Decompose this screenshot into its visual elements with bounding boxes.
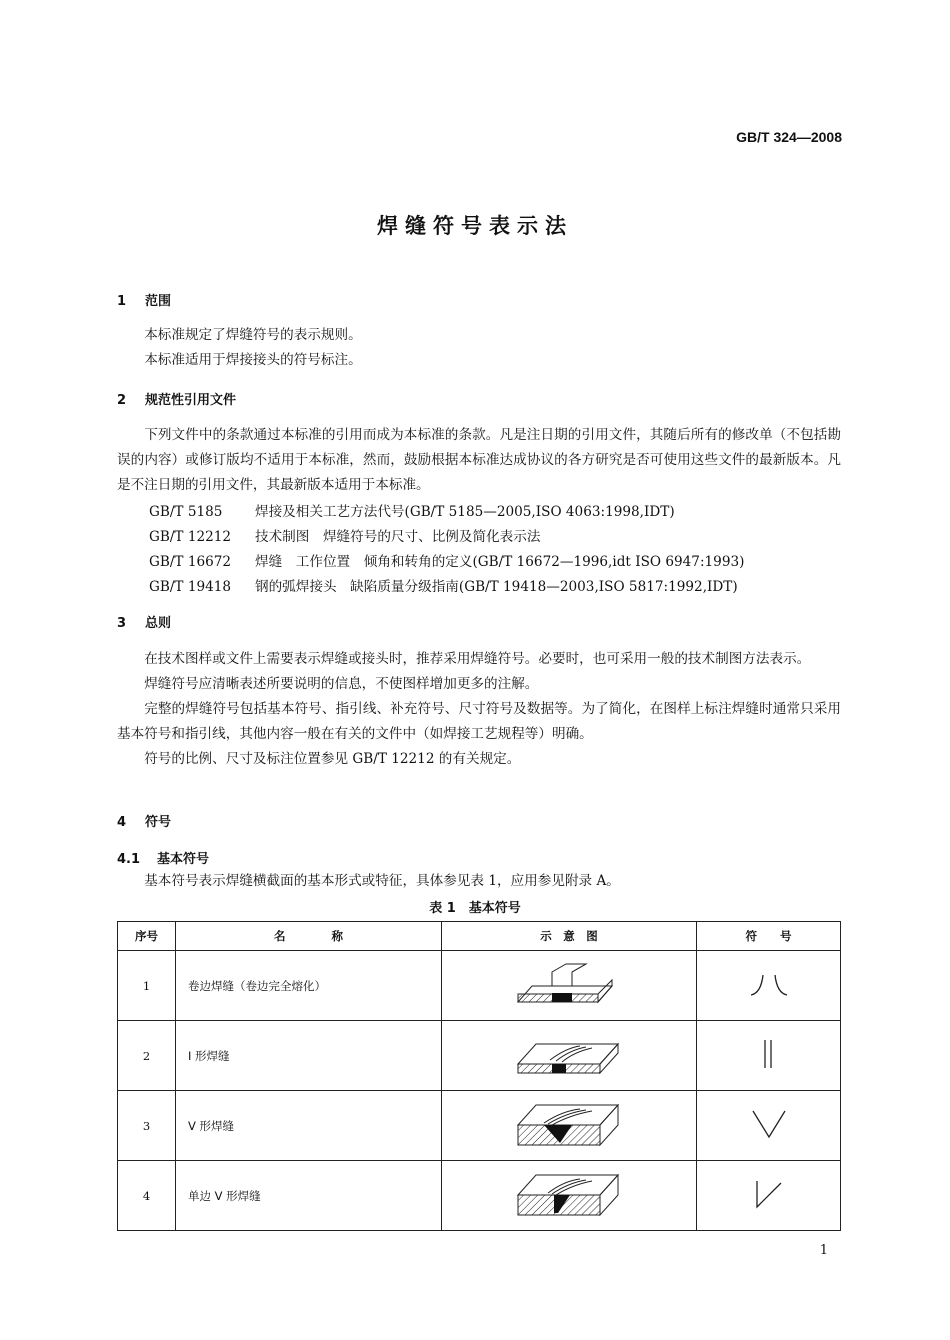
table-row (118, 1021, 841, 1091)
basic-symbols-table (117, 921, 841, 1231)
paragraph: 符号的比例、尺寸及标注位置参见 GB/T 12212 的有关规定。 (144, 751, 521, 767)
reference-list (149, 500, 744, 600)
reference-item: GB/T 16672 焊缝 工作位置 倾角和转角的定义(GB/T 16672—1996,idt ISO 6947:1993) (149, 554, 745, 570)
section-2-heading (117, 389, 236, 408)
section-4-1-heading (117, 848, 209, 867)
paragraph: 基本符号表示焊缝横截面的基本形式或特征，具体参见表 1，应用参见附录 A。 (144, 873, 620, 889)
reference-item: GB/T 19418 钢的弧焊接头 缺陷质量分级指南(GB/T 19418—2003,ISO 5817:1992,IDT) (149, 579, 738, 595)
section-number: 4 (117, 815, 127, 830)
v-weld-diagram-icon (442, 1091, 697, 1161)
square-weld-symbol-icon (697, 1021, 841, 1091)
paragraph: 焊缝符号应清晰表述所要说明的信息，不使图样增加更多的注解。 (144, 676, 539, 692)
weld-name: 单边 V 形焊缝 (176, 1161, 442, 1231)
table-row (118, 1161, 841, 1231)
v-weld-symbol-icon (697, 1091, 841, 1161)
reference-item: GB/T 12212 技术制图 焊缝符号的尺寸、比例及简化表示法 (149, 529, 541, 545)
table-header-row (118, 922, 841, 951)
section-title: 基本符号 (157, 852, 210, 867)
weld-name: 卷边焊缝（卷边完全熔化） (176, 951, 442, 1021)
table-row (118, 951, 841, 1021)
weld-name: V 形焊缝 (176, 1091, 442, 1161)
column-header: 名 称 (176, 922, 442, 951)
section-number: 3 (117, 616, 127, 631)
column-header: 示 意 图 (442, 922, 697, 951)
row-number: 3 (118, 1091, 176, 1161)
section-number: 1 (117, 294, 127, 309)
section-3-heading (117, 612, 171, 631)
reference-item: GB/T 5185 焊接及相关工艺方法代号(GB/T 5185—2005,ISO 4063:1998,IDT) (149, 504, 675, 520)
square-weld-diagram-icon (442, 1021, 697, 1091)
weld-name: I 形焊缝 (176, 1021, 442, 1091)
row-number: 2 (118, 1021, 176, 1091)
section-title: 规范性引用文件 (145, 393, 237, 408)
paragraph: 在技术图样或文件上需要表示焊缝或接头时，推荐采用焊缝符号。必要时，也可采用一般的技术制图方法表示。 (144, 651, 811, 667)
section-title: 符号 (145, 815, 172, 830)
section-title: 总则 (145, 616, 172, 631)
section-1-heading (117, 290, 171, 309)
row-number: 1 (118, 951, 176, 1021)
standard-number: GB/T 324—2008 (736, 129, 842, 145)
section-2-intro (117, 423, 841, 498)
paragraph: 本标准适用于焊接接头的符号标注。 (144, 352, 362, 368)
table-row (118, 1091, 841, 1161)
section-4-1-body (117, 869, 841, 894)
bevel-weld-diagram-icon (442, 1161, 697, 1231)
flanged-weld-symbol-icon (697, 951, 841, 1021)
section-number: 4.1 (117, 852, 141, 867)
section-4-heading (117, 811, 171, 830)
table-caption: 表 1 基本符号 (429, 901, 521, 916)
section-number: 2 (117, 393, 127, 408)
bevel-weld-symbol-icon (697, 1161, 841, 1231)
page-number: 1 (819, 1243, 828, 1258)
document-title: 焊缝符号表示法 (377, 213, 573, 238)
section-1-body (117, 323, 841, 373)
paragraph: 本标准规定了焊缝符号的表示规则。 (144, 327, 362, 343)
section-title: 范围 (145, 294, 172, 309)
column-header: 符 号 (697, 922, 841, 951)
paragraph: 完整的焊缝符号包括基本符号、指引线、补充符号、尺寸符号及数据等。为了简化，在图样上标注焊缝时通常只采用基本符号和指引线，其他内容一般在有关的文件中（如焊接工艺规程等）明确。 (117, 701, 841, 742)
paragraph: 下列文件中的条款通过本标准的引用而成为本标准的条款。凡是注日期的引用文件，其随后所有的修改单（不包括勘误的内容）或修订版均不适用于本标准，然而，鼓励根据本标准达成协议的各方研究是否可使用这些文件的最新版本。凡是不注日期的引用文件，其最新版本适用于本标准。 (117, 427, 841, 493)
section-3-body (117, 647, 841, 772)
column-header: 序号 (118, 922, 176, 951)
row-number: 4 (118, 1161, 176, 1231)
flanged-weld-diagram-icon (442, 951, 697, 1021)
